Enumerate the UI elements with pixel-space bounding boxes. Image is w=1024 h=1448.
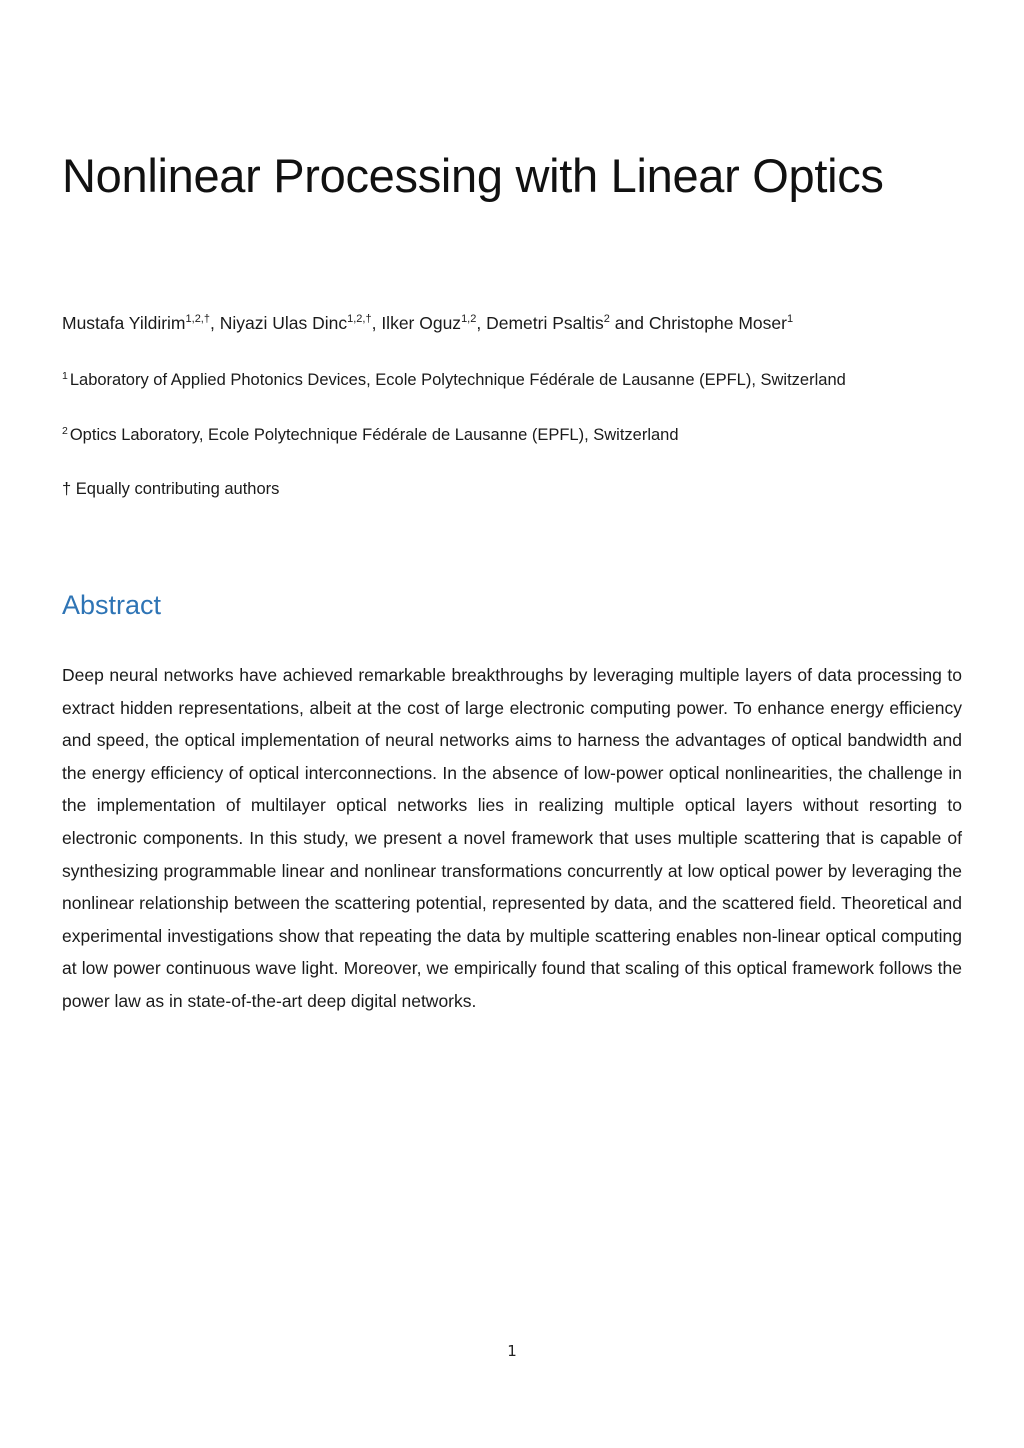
affiliation-marker: 2	[62, 425, 68, 437]
author-name: Mustafa Yildirim	[62, 313, 186, 333]
abstract-heading: Abstract	[62, 590, 162, 620]
author-name: Christophe Moser	[648, 313, 787, 333]
author-affiliation-marker: 1	[786, 313, 794, 325]
affiliation-2	[62, 426, 679, 445]
author-affiliation-marker: 1,2,†	[347, 313, 372, 325]
author-affiliation-marker: 2	[603, 313, 610, 325]
author-name: Ilker Oguz	[381, 313, 462, 333]
author-name: Niyazi Ulas Dinc	[219, 313, 348, 333]
author-separator: and	[609, 313, 649, 333]
author-separator: ,	[209, 313, 220, 333]
author-affiliation-marker: 1,2,†	[185, 313, 210, 325]
abstract-text: Deep neural networks have achieved remarkable breakthroughs by leveraging multiple layers of data processing to extract hidden representations, albeit at the cost of large electronic computing power. To enhance energy efficiency and speed, the optical implementation of neural networks aims to harness the advantages of optical bandwidth and the energy efficiency of optical interconnections. In the absence of low-power optical nonlinearities, the challenge in the implementation of multilayer optical networks lies in realizing multiple optical layers without resorting to electronic components. In this study, we present a novel framework that uses multiple scattering that is capable of synthesizing programmable linear and nonlinear transformations concurrently at low optical power by leveraging the nonlinear relationship between the scattering potential, represented by data, and the scattered field. Theoretical and experimental investigations show that repeating the data by multiple scattering enables non-linear optical computing at low power continuous wave light. Moreover, we empirically found that scaling of this optical framework follows the power law as in state-of-the-art deep digital networks.	[62, 665, 962, 1011]
author-list	[62, 313, 793, 334]
equal-contribution-note: † Equally contributing authors	[62, 480, 280, 498]
paper-title: Nonlinear Processing with Linear Optics	[62, 149, 884, 202]
affiliation-text: Optics Laboratory, Ecole Polytechnique Fédérale de Lausanne (EPFL), Switzerland	[69, 426, 679, 444]
page-number: 1	[507, 1342, 517, 1360]
author-name: Demetri Psaltis	[486, 313, 604, 333]
affiliation-marker: 1	[62, 370, 68, 382]
affiliation-text: Laboratory of Applied Photonics Devices, Ecole Polytechnique Fédérale de Lausanne (EPFL), Switzerland	[69, 371, 846, 389]
author-separator: ,	[371, 313, 382, 333]
author-separator: ,	[476, 313, 487, 333]
author-affiliation-marker: 1,2	[461, 313, 477, 325]
affiliation-1	[62, 371, 846, 390]
